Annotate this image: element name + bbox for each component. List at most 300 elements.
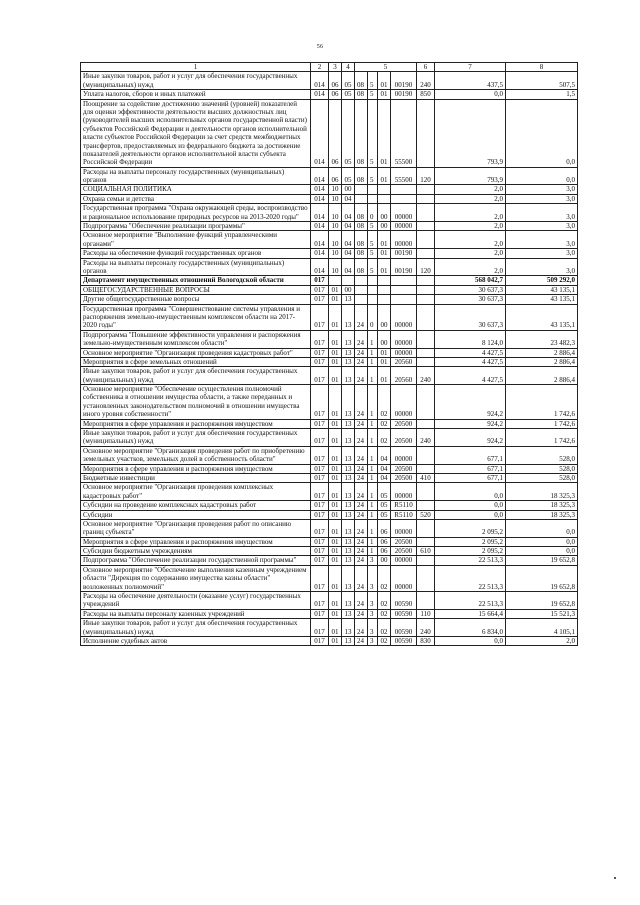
amount-col-7: 30 637,3 <box>435 295 506 304</box>
target-subprogram-code <box>368 276 378 285</box>
target-event-code: 06 <box>378 519 391 537</box>
ministry-code: 017 <box>311 285 329 294</box>
target-program-code: 08 <box>355 90 368 99</box>
ministry-code: 017 <box>311 592 329 610</box>
target-program-code: 24 <box>355 348 368 357</box>
target-program-code: 08 <box>355 167 368 185</box>
target-subprogram-code: 5 <box>368 231 378 249</box>
header-col-2: 2 <box>311 63 329 72</box>
section-code: 06 <box>329 99 342 167</box>
target-program-code: 24 <box>355 501 368 510</box>
ministry-code: 014 <box>311 222 329 231</box>
amount-col-8: 507,5 <box>506 72 578 90</box>
target-direction-code: 00000 <box>391 330 417 348</box>
row-name: Основное мероприятие "Организация проведения работ по описанию границ субъекта" <box>81 519 311 537</box>
amount-col-7: 568 042,7 <box>435 276 506 285</box>
section-code: 01 <box>329 519 342 537</box>
amount-col-7: 2,0 <box>435 194 506 203</box>
table-row <box>81 565 578 591</box>
section-code: 01 <box>329 304 342 330</box>
table-row <box>81 72 578 90</box>
target-direction-code: 00190 <box>391 258 417 276</box>
section-code: 01 <box>329 285 342 294</box>
target-program-code: 08 <box>355 72 368 90</box>
target-subprogram-code: 1 <box>368 473 378 482</box>
target-program-code: 08 <box>355 204 368 222</box>
target-direction-code: 00000 <box>391 483 417 501</box>
target-event-code: 00 <box>378 556 391 565</box>
target-direction-code: 00000 <box>391 304 417 330</box>
subsection-code: 13 <box>342 429 355 447</box>
expense-type-code: 240 <box>417 619 435 637</box>
ministry-code: 014 <box>311 231 329 249</box>
amount-col-8: 2,0 <box>506 637 578 646</box>
target-direction-code: R5110 <box>391 501 417 510</box>
section-code: 01 <box>329 547 342 556</box>
expense-type-code: 120 <box>417 258 435 276</box>
target-event-code: 02 <box>378 592 391 610</box>
table-row <box>81 519 578 537</box>
section-code: 01 <box>329 385 342 420</box>
target-subprogram-code: 0 <box>368 204 378 222</box>
target-direction-code: R5110 <box>391 510 417 519</box>
section-code: 01 <box>329 464 342 473</box>
table-row <box>81 357 578 366</box>
amount-col-7: 924,2 <box>435 385 506 420</box>
amount-col-7: 2,0 <box>435 204 506 222</box>
target-subprogram-code: 3 <box>368 565 378 591</box>
amount-col-7: 15 664,4 <box>435 609 506 618</box>
target-subprogram-code: 1 <box>368 429 378 447</box>
table-row <box>81 231 578 249</box>
target-direction-code: 00190 <box>391 72 417 90</box>
amount-col-7: 4 427,5 <box>435 348 506 357</box>
table-row <box>81 194 578 203</box>
table-row <box>81 99 578 167</box>
section-code: 01 <box>329 446 342 464</box>
ministry-code: 014 <box>311 204 329 222</box>
table-row <box>81 249 578 258</box>
target-direction-code: 20500 <box>391 547 417 556</box>
target-event-code: 00 <box>378 330 391 348</box>
table-row <box>81 429 578 447</box>
subsection-code: 05 <box>342 99 355 167</box>
amount-col-7: 677,1 <box>435 446 506 464</box>
target-event-code: 04 <box>378 446 391 464</box>
subsection-code: 04 <box>342 222 355 231</box>
section-code: 10 <box>329 231 342 249</box>
target-program-code <box>355 185 368 194</box>
target-direction-code: 00590 <box>391 637 417 646</box>
target-subprogram-code: 3 <box>368 619 378 637</box>
amount-col-7: 2,0 <box>435 231 506 249</box>
amount-col-8: 1 742,6 <box>506 419 578 428</box>
ministry-code: 017 <box>311 429 329 447</box>
target-subprogram-code: 5 <box>368 167 378 185</box>
target-program-code: 08 <box>355 258 368 276</box>
target-event-code: 02 <box>378 385 391 420</box>
section-code: 10 <box>329 185 342 194</box>
section-code: 01 <box>329 429 342 447</box>
amount-col-8: 4 105,1 <box>506 619 578 637</box>
amount-col-8: 19 652,8 <box>506 565 578 591</box>
row-name: Охрана семьи и детства <box>81 194 311 203</box>
target-subprogram-code: 1 <box>368 367 378 385</box>
amount-col-8: 2 886,4 <box>506 348 578 357</box>
amount-col-7: 0,0 <box>435 501 506 510</box>
ministry-code: 017 <box>311 295 329 304</box>
target-program-code: 24 <box>355 510 368 519</box>
ministry-code: 014 <box>311 99 329 167</box>
ministry-code: 014 <box>311 249 329 258</box>
target-subprogram-code: 5 <box>368 222 378 231</box>
section-code: 01 <box>329 473 342 482</box>
row-name: Исполнение судебных актов <box>81 637 311 646</box>
section-code: 06 <box>329 90 342 99</box>
amount-col-7: 4 427,5 <box>435 367 506 385</box>
expense-type-code <box>417 222 435 231</box>
table-row <box>81 276 578 285</box>
row-name: Поощрение за содействие достижению значений (уровней) показателей для оценки эффективности деятельности высших должностных лиц (руководителей высших исполнительных органов государственной власти) субъектов Российской Федерации и деятельности органов исполнительной власти субъектов Российской Федерации за счет средств межбюджетных трансфертов, предоставляемых из федерального бюджета за достижение показателей деятельности органов исполнительной власти субъекта Российской Федерации <box>81 99 311 167</box>
expense-type-code <box>417 519 435 537</box>
subsection-code: 13 <box>342 565 355 591</box>
subsection-code: 13 <box>342 510 355 519</box>
target-event-code: 02 <box>378 429 391 447</box>
section-code: 01 <box>329 592 342 610</box>
row-name: Расходы на выплаты персоналу государственных (муниципальных) органов <box>81 167 311 185</box>
expense-type-code <box>417 537 435 546</box>
amount-col-8: 19 652,8 <box>506 556 578 565</box>
header-col-4: 4 <box>342 63 355 72</box>
row-name: Государственная программа "Охрана окружающей среды, воспроизводство и рациональное использование природных ресурсов на 2013-2020 годы" <box>81 204 311 222</box>
ministry-code: 014 <box>311 185 329 194</box>
table-row <box>81 592 578 610</box>
target-program-code <box>355 295 368 304</box>
target-program-code: 24 <box>355 483 368 501</box>
amount-col-8: 0,0 <box>506 167 578 185</box>
subsection-code: 00 <box>342 285 355 294</box>
expense-type-code <box>417 357 435 366</box>
target-program-code: 08 <box>355 222 368 231</box>
target-subprogram-code <box>368 285 378 294</box>
section-code: 10 <box>329 249 342 258</box>
target-program-code: 24 <box>355 619 368 637</box>
ministry-code: 017 <box>311 304 329 330</box>
amount-col-7: 22 513,3 <box>435 565 506 591</box>
ministry-code: 017 <box>311 348 329 357</box>
amount-col-7: 8 124,0 <box>435 330 506 348</box>
expense-type-code: 830 <box>417 637 435 646</box>
ministry-code: 014 <box>311 90 329 99</box>
table-row <box>81 204 578 222</box>
table-row <box>81 367 578 385</box>
row-name: Субсидии <box>81 510 311 519</box>
target-event-code: 05 <box>378 483 391 501</box>
subsection-code: 13 <box>342 357 355 366</box>
ministry-code: 017 <box>311 519 329 537</box>
amount-col-7: 2,0 <box>435 258 506 276</box>
amount-col-8: 528,0 <box>506 473 578 482</box>
target-direction-code: 20500 <box>391 429 417 447</box>
target-direction-code: 00590 <box>391 592 417 610</box>
row-name: Основное мероприятие "Организация проведения работ по приобретению земельных участков, земельных долей в собственность области" <box>81 446 311 464</box>
target-direction-code: 00000 <box>391 565 417 591</box>
target-event-code <box>378 185 391 194</box>
target-subprogram-code: 5 <box>368 99 378 167</box>
target-direction-code: 20500 <box>391 537 417 546</box>
row-name: Уплата налогов, сборов и иных платежей <box>81 90 311 99</box>
target-direction-code <box>391 285 417 294</box>
subsection-code: 05 <box>342 167 355 185</box>
amount-col-8: 3,0 <box>506 231 578 249</box>
amount-col-7: 6 834,0 <box>435 619 506 637</box>
amount-col-7: 0,0 <box>435 90 506 99</box>
expense-type-code <box>417 204 435 222</box>
target-direction-code: 20560 <box>391 357 417 366</box>
section-code: 01 <box>329 565 342 591</box>
ministry-code: 017 <box>311 276 329 285</box>
ministry-code: 017 <box>311 419 329 428</box>
table-row <box>81 637 578 646</box>
amount-col-8: 18 325,3 <box>506 510 578 519</box>
target-event-code: 06 <box>378 537 391 546</box>
section-code: 06 <box>329 72 342 90</box>
target-program-code: 24 <box>355 304 368 330</box>
header-col-3: 3 <box>329 63 342 72</box>
target-subprogram-code: 1 <box>368 357 378 366</box>
expense-type-code: 520 <box>417 510 435 519</box>
target-program-code: 24 <box>355 637 368 646</box>
target-direction-code: 00000 <box>391 446 417 464</box>
amount-col-8: 3,0 <box>506 258 578 276</box>
row-name: Подпрограмма "Обеспечение реализации программы" <box>81 222 311 231</box>
table-row <box>81 295 578 304</box>
target-direction-code: 00000 <box>391 556 417 565</box>
row-name: Основное мероприятие "Выполнение функций управленческими органами" <box>81 231 311 249</box>
amount-col-8: 0,0 <box>506 537 578 546</box>
target-subprogram-code: 1 <box>368 483 378 501</box>
subsection-code: 13 <box>342 619 355 637</box>
amount-col-7: 0,0 <box>435 510 506 519</box>
amount-col-8: 2 886,4 <box>506 357 578 366</box>
target-program-code: 24 <box>355 419 368 428</box>
amount-col-8: 15 521,3 <box>506 609 578 618</box>
section-code: 01 <box>329 501 342 510</box>
target-event-code <box>378 285 391 294</box>
budget-table <box>80 62 578 646</box>
expense-type-code <box>417 231 435 249</box>
subsection-code: 13 <box>342 295 355 304</box>
table-row <box>81 304 578 330</box>
target-direction-code <box>391 295 417 304</box>
target-subprogram-code: 1 <box>368 348 378 357</box>
amount-col-7: 924,2 <box>435 429 506 447</box>
row-name: Подпрограмма "Обеспечение реализации государственной программы" <box>81 556 311 565</box>
amount-col-7: 2,0 <box>435 185 506 194</box>
subsection-code: 13 <box>342 446 355 464</box>
target-direction-code <box>391 185 417 194</box>
table-row <box>81 464 578 473</box>
target-subprogram-code: 1 <box>368 330 378 348</box>
subsection-code: 13 <box>342 419 355 428</box>
subsection-code: 05 <box>342 90 355 99</box>
subsection-code: 13 <box>342 547 355 556</box>
table-row <box>81 222 578 231</box>
target-subprogram-code: 0 <box>368 304 378 330</box>
section-code: 10 <box>329 222 342 231</box>
section-code: 01 <box>329 295 342 304</box>
target-subprogram-code: 3 <box>368 637 378 646</box>
amount-col-7: 0,0 <box>435 483 506 501</box>
expense-type-code: 240 <box>417 429 435 447</box>
target-event-code <box>378 194 391 203</box>
amount-col-8: 19 652,8 <box>506 592 578 610</box>
amount-col-7: 30 637,3 <box>435 285 506 294</box>
target-subprogram-code: 5 <box>368 90 378 99</box>
amount-col-7: 2 095,2 <box>435 537 506 546</box>
table-row <box>81 609 578 618</box>
table-row <box>81 330 578 348</box>
row-name: Бюджетные инвестиции <box>81 473 311 482</box>
subsection-code: 13 <box>342 464 355 473</box>
target-direction-code: 00000 <box>391 231 417 249</box>
expense-type-code: 850 <box>417 90 435 99</box>
section-code: 01 <box>329 348 342 357</box>
subsection-code: 04 <box>342 258 355 276</box>
expense-type-code <box>417 348 435 357</box>
row-name: Основное мероприятие "Организация проведения комплексных кадастровых работ" <box>81 483 311 501</box>
header-col-7: 7 <box>435 63 506 72</box>
section-code: 01 <box>329 510 342 519</box>
subsection-code: 04 <box>342 249 355 258</box>
target-subprogram-code: 1 <box>368 510 378 519</box>
ministry-code: 017 <box>311 330 329 348</box>
target-direction-code <box>391 194 417 203</box>
table-row <box>81 446 578 464</box>
subsection-code: 13 <box>342 367 355 385</box>
amount-col-8: 3,0 <box>506 185 578 194</box>
amount-col-8: 1,5 <box>506 90 578 99</box>
target-subprogram-code: 1 <box>368 537 378 546</box>
row-name: Подпрограмма "Повышение эффективности управления и распоряжения земельно-имущественным комплексом области" <box>81 330 311 348</box>
target-direction-code: 00000 <box>391 385 417 420</box>
target-subprogram-code: 1 <box>368 446 378 464</box>
subsection-code: 05 <box>342 72 355 90</box>
target-event-code: 01 <box>378 258 391 276</box>
expense-type-code <box>417 185 435 194</box>
expense-type-code <box>417 592 435 610</box>
target-direction-code: 00190 <box>391 90 417 99</box>
row-name: Мероприятия в сфере управления и распоряжения имуществом <box>81 464 311 473</box>
amount-col-8: 528,0 <box>506 464 578 473</box>
target-event-code: 01 <box>378 231 391 249</box>
target-direction-code: 55500 <box>391 99 417 167</box>
target-event-code: 01 <box>378 348 391 357</box>
target-direction-code: 00590 <box>391 619 417 637</box>
subsection-code <box>342 276 355 285</box>
section-code: 01 <box>329 367 342 385</box>
row-name: Мероприятия в сфере земельных отношений <box>81 357 311 366</box>
amount-col-7: 793,9 <box>435 99 506 167</box>
section-code: 06 <box>329 167 342 185</box>
header-col-8: 8 <box>506 63 578 72</box>
target-program-code: 08 <box>355 249 368 258</box>
target-program-code: 08 <box>355 99 368 167</box>
section-code: 01 <box>329 357 342 366</box>
subsection-code: 04 <box>342 194 355 203</box>
table-row <box>81 501 578 510</box>
ministry-code: 017 <box>311 501 329 510</box>
row-name: Расходы на обеспечение деятельности (оказание услуг) государственных учреждений <box>81 592 311 610</box>
expense-type-code <box>417 330 435 348</box>
amount-col-8: 0,0 <box>506 547 578 556</box>
target-program-code: 08 <box>355 231 368 249</box>
table-row <box>81 285 578 294</box>
ministry-code: 017 <box>311 565 329 591</box>
expense-type-code: 410 <box>417 473 435 482</box>
table-row <box>81 537 578 546</box>
amount-col-8: 509 292,0 <box>506 276 578 285</box>
subsection-code: 13 <box>342 609 355 618</box>
scan-mark <box>614 877 616 879</box>
target-direction-code: 20560 <box>391 367 417 385</box>
table-row <box>81 419 578 428</box>
target-subprogram-code: 5 <box>368 72 378 90</box>
target-direction-code: 00590 <box>391 609 417 618</box>
expense-type-code <box>417 304 435 330</box>
amount-col-8: 43 135,1 <box>506 295 578 304</box>
section-code: 01 <box>329 419 342 428</box>
target-direction-code: 00000 <box>391 519 417 537</box>
ministry-code: 017 <box>311 385 329 420</box>
target-subprogram-code: 5 <box>368 258 378 276</box>
subsection-code: 13 <box>342 304 355 330</box>
row-name: Субсидии бюджетным учреждениям <box>81 547 311 556</box>
row-name: Иные закупки товаров, работ и услуг для обеспечения государственных (муниципальных) нужд <box>81 619 311 637</box>
amount-col-7: 2,0 <box>435 249 506 258</box>
row-name: Государственная программа "Совершенствование системы управления и распоряжения земельно-имущественным комплексом области на 2017-2020 годы" <box>81 304 311 330</box>
row-name: СОЦИАЛЬНАЯ ПОЛИТИКА <box>81 185 311 194</box>
target-program-code: 24 <box>355 609 368 618</box>
subsection-code: 13 <box>342 483 355 501</box>
section-code: 01 <box>329 609 342 618</box>
target-subprogram-code: 3 <box>368 592 378 610</box>
target-subprogram-code: 1 <box>368 419 378 428</box>
target-direction-code: 00190 <box>391 249 417 258</box>
section-code: 10 <box>329 194 342 203</box>
header-col-6: 6 <box>417 63 435 72</box>
row-name: Основное мероприятие "Обеспечение выполнения казенным учреждением области "Дирекция по содержанию имущества казны области" возложенных полномочий" <box>81 565 311 591</box>
expense-type-code: 110 <box>417 609 435 618</box>
target-program-code: 24 <box>355 429 368 447</box>
header-col-5: 5 <box>355 63 417 72</box>
page-number: 56 <box>316 44 324 50</box>
expense-type-code: 610 <box>417 547 435 556</box>
expense-type-code <box>417 99 435 167</box>
expense-type-code <box>417 385 435 420</box>
ministry-code: 017 <box>311 547 329 556</box>
target-event-code: 04 <box>378 464 391 473</box>
row-name: Иные закупки товаров, работ и услуг для обеспечения государственных (муниципальных) нужд <box>81 72 311 90</box>
ministry-code: 017 <box>311 556 329 565</box>
target-subprogram-code: 3 <box>368 556 378 565</box>
expense-type-code <box>417 446 435 464</box>
subsection-code: 13 <box>342 592 355 610</box>
table-row <box>81 185 578 194</box>
table-row <box>81 510 578 519</box>
amount-col-7: 437,5 <box>435 72 506 90</box>
target-program-code: 24 <box>355 547 368 556</box>
